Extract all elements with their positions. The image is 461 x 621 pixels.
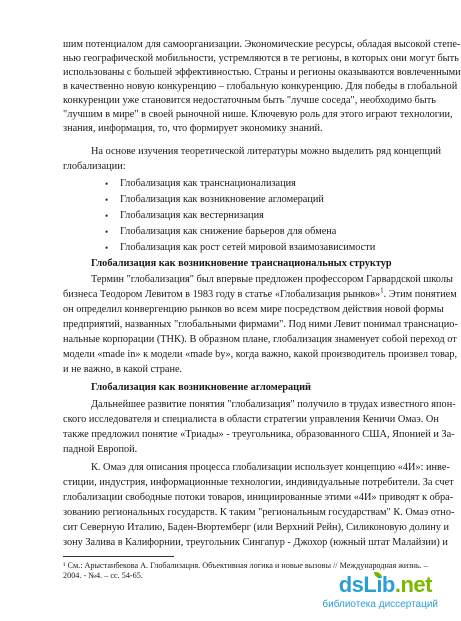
text-line: глобализации: — [63, 161, 126, 172]
site-logo: dsLib.net — [338, 572, 432, 597]
text-line: предприятий, названных "глобальными фирмами". Под ними Левит понимал транснацио- — [63, 319, 458, 330]
text-line: конкуренции уже становится недостаточным быть "лучше соседа", необходимо быть — [63, 95, 436, 106]
text-line: Термин "глобализация" был впервые предложен профессором Гарвардской школы — [91, 274, 453, 285]
text-line: в качественно новую конкуренцию – глобальную конкуренцию. Для победы в глобальной — [63, 81, 458, 92]
text-line: сит Северную Италию, Баден-Вюртемберг (или Верхний Рейн), Силиконовую долину и — [63, 522, 450, 533]
text-line: К. Омаэ для описания процесса глобализации использует концепцию «4И»: инве- — [91, 462, 450, 473]
bullet-marker: • — [105, 179, 109, 189]
text-line: зованию региональных государств. К таким "региональным государствам" К. Омаэ отно- — [63, 507, 455, 518]
text-line: нальные корпорации (ТНК). В образном плане, глобализация знаменует собой переход от — [63, 334, 457, 345]
list-item: Глобализация как снижение барьеров для обмена — [120, 226, 337, 237]
list-item: Глобализация как возникновение агломераций — [120, 194, 324, 205]
watermark — [292, 572, 442, 616]
text-line: шим потенциалом для самоорганизации. Экономические ресурсы, обладая высокой степе- — [63, 39, 461, 50]
text-line: также предложил понятие «Триады» - треугольника, образованного США, Японией и За- — [63, 429, 455, 440]
footnote-line: ¹ См.: Арыстанбекова А. Глобализация. Объективная логика и новые вызовы // Международная жизнь. – — [63, 561, 428, 570]
list-item: Глобализация как вестернизация — [120, 210, 264, 221]
section-heading: Глобализация как возникновение агломераций — [91, 382, 311, 393]
text-line: знания, информация, то, что формирует экономику знаний. — [63, 123, 323, 134]
list-item: Глобализация как транснационализация — [120, 178, 296, 189]
text-line: он определил конвергенцию рынков во всем мире посредством действия новой формы — [63, 304, 444, 315]
text-line: На основе изучения теоретической литературы можно выделить ряд концепций — [91, 146, 442, 157]
text-line: нью географической мобильности, устремляются в те регионы, в которых они могут быть — [63, 53, 459, 64]
site-tagline: библиотека диссертаций — [322, 599, 438, 610]
text-line: модели «made in» к модели «made by», когда важно, какой производитель произвел товар, — [63, 349, 458, 360]
footnote-marker: 1 — [380, 286, 384, 295]
text-line: и не важно, в какой стране. — [63, 364, 183, 375]
text-line: падной Европой. — [63, 444, 138, 455]
text-line: ского исследователя и специалиста в области стратегии управления Кеничи Омаэ. Он — [63, 414, 439, 425]
section-heading: Глобализация как возникновение транснациональных структур — [91, 258, 392, 269]
footnote-line: 2004. - №4. – сс. 54-65. — [63, 571, 143, 580]
text-line: стиции, индустрия, информационные технологии, индивидуальные потребители. За счет — [63, 477, 454, 488]
text-line: зону Залива в Калифорнии, треугольник Сингапур - Джохор (южный штат Малайзии) и — [63, 537, 448, 548]
text-line: глобализации свободные потоки товаров, инициированные этими «4И» приводят к обра- — [63, 492, 454, 503]
bullet-marker: • — [105, 227, 109, 237]
text-line: использованы с большей эффективностью. Страны и регионы оказываются вовлеченными — [63, 67, 461, 78]
bullet-marker: • — [105, 195, 109, 205]
footnote-rule — [63, 556, 174, 557]
bullet-marker: • — [105, 211, 109, 221]
text-fragment: . Этим понятием — [383, 289, 457, 300]
list-item: Глобализация как рост сетей мировой взаимозависимости — [120, 242, 376, 253]
text-line: Дальнейшее развитие понятия "глобализация" получило в трудах известного япон- — [91, 399, 456, 410]
text-line: "лучшим в мире" в своей рыночной нише. Ключевую роль для этого играют технологии, — [63, 109, 453, 120]
bullet-marker: • — [105, 243, 109, 253]
text-line — [63, 286, 457, 302]
text-fragment: бизнеса Теодором Левитом в 1983 году в статье «Глобализация рынков» — [63, 289, 381, 300]
